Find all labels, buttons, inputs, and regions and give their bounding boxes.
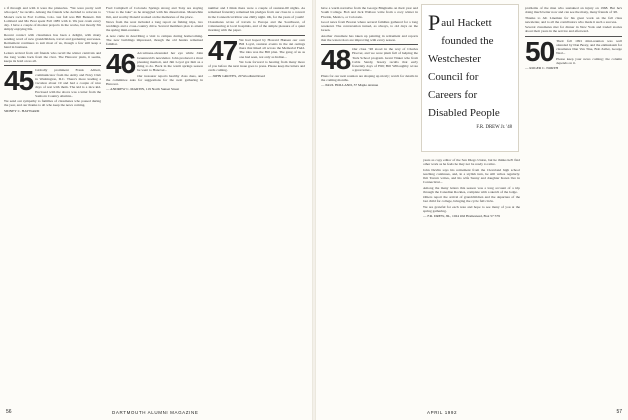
right-column-2: years as copy editor of the San Diego Union, but he thinks he'll find other work as he feels he may not be ready to retire. John Devlin says his retirement from the Cleveland high school teaching continues, and, in a stylish turn, he still writes regularly. Jim Tavern writes, and his wife Sunny and daughter Karen live in Connecticut... Among the many letters this season was a long account of a trip through the Canadian Rockies, complete with a sketch of the lodge. Others report the arrival of grandchildren and the departure of the last child for college, bringing the cycle full circle. We are grateful for each note and hope to see many of you at the spring gathering. — F.R. DREW, JR., 1024 Old Homestead, Box 57 579	[423, 158, 520, 218]
class-notes-body: John Devlin says his retirement from the Cleveland high school teaching continues, and, in a stylish turn, he still writes regularly. Jim Tavern writes, and his wife Sunny and daughter Karen live in Connecticut...	[423, 167, 520, 185]
byline: — JOHN GROVES, 20 Woodland Road	[208, 73, 265, 78]
byline: SIDNEY C. HAYWARD	[4, 108, 40, 113]
class-number: 45	[4, 65, 34, 97]
left-page	[0, 0, 311, 420]
right-column-3: problems of the man who sustained an injury on 1968. But he's doing much better now and can see the many, many friends of '48. Thanks to Jeb Lineman for his great work on the fall class newsletter, and to all the contributors who made it such a success. Several classmates met for dinner in New York and traded stories about their years in the service and afterward. 50 Their fall 1991 mini-reunion was well attended by Dan Beaty, and the enthusiasm for classmates Dan Van Tine, Bob Zeller, George Neal... Please keep your news coming; the column depends on it. — ROGER C. NORTH	[525, 6, 622, 70]
class-notes-body: Their fall 1991 mini-reunion was well attended by Dan Beaty, and the enthusiasm for classmates Dan Van Tine, Bob Zeller, George Neal...	[556, 38, 622, 56]
class-notes-body: Globally prominent Frank Abbott, communicator from the Army and Navy Club in Washington, D.C. There's more leading a vacation about 19 and had a couple of nice days of rest with them. The kid is a nice kid. Enclosed with the above was a letter from the Sanborn Country Alumni...	[35, 68, 101, 98]
pull-quote	[421, 4, 519, 152]
byline: — PAUL HOLLAND, 37 Maple Avenue	[321, 83, 379, 87]
pull-quote-attribution: F.R. DREW Jr. '48	[476, 125, 512, 130]
page-number: 56	[6, 409, 12, 415]
column-intro: years as copy editor of the San Diego Union, but he thinks he'll find other work as he feels he may not be ready to retire.	[423, 158, 520, 167]
gutter	[312, 0, 316, 420]
column-intro: number and I think there were a couple of reunion-60 nights. As remained fraternity remained his pledges from our class in a concert in the Connecticut River one chilly night. Oh, for the years of youth!	[208, 6, 305, 19]
magazine-footer: APRIL 1992	[427, 410, 458, 415]
class-number: 47	[208, 34, 238, 66]
class-number: 46	[106, 48, 136, 80]
right-column-1: have a warm narrative from the George Binghams on their year and South College. Bob and Jack Wallace write from a cozy winter in Florida, Mexico, or Colorado. Good news from Boston where several families gathered for a long weekend. The conversation turned, as always, to old days on the Green. Another classmate has taken up painting in retirement and reports that the watercolors are improving with every season. 48 Our class "48 stood in the way of Charles Hoover, and we were plum full of helping the Tuck School program. Grant Tinker who from Cable Sandy, breezy recalls that early fraternity days of Hill; Bill Willoughby wrote a great letter... Plans for our next reunion are shaping up nicely; watch for details in the coming months. — PAUL HOLLAND, 37 Maple Avenue	[321, 6, 418, 87]
right-page	[317, 0, 628, 420]
left-column-2: Fred Campbell of Colorado Springs strong and Tony are staying "close to the lake" as he struggled with his dissertation. Meanwhile Jim, and worthy Donald worked on the memories of the place. News from the west included a long report on fishing trips, two weddings and a cross-country drive. Several members plan to attend the spring mini-reunion. A note came in describing a visit to campus during homecoming. The new buildings impressed, though the old haunts remained familiar. 46 Ad-witness-abounded her eye while John Gruenwald's newsletter. John produced a most pleasing memoir, and Jim Loyal got him as a thing to do. Back in the warm springs season he went to Hanover... Our treasurer reports healthy class dues, and the committee asks for suggestions for the next gathering in Hanover. — ANDREW C. MARTIN, 119 North Sunset Street	[106, 6, 203, 92]
left-column-1: s if through and with it were the pinnacles. "We were pretty well whooped," he recalls. Among the friends who decided to relocate to Mona's rock in Fort Collins, Colo. last fall was Bill Bennett. Jim Lombard and Mo Bost spent Fall 1985 with it. We just crash every day. I have a couple of modest projects in the works, but mostly I'm simply enjoying life. Recent contact with classmates has been a delight, with many sending word of new grandchildren, travel and gardening successes. Retirement continues to suit most of us, though a few still keep a hand in business. Letters arrived from old friends who recall the winter carnivals and the long walks back from the river. The Hanover plain, it seems, keeps its hold on us all. 45 Globally prominent Frank Abbott, communicator from the Army and Navy Club in Washington, D.C. There's more leading a vacation about 19 and had a couple of nice days of rest with them. The kid is a nice kid. Enclosed with the above was a letter from the Sanborn Country Alumni... We send our sympathy to families of classmates who passed during the year, and our thanks to all who keep the news coming. SIDNEY C. HAYWARD	[4, 6, 101, 113]
pull-quote-initial: P	[428, 10, 441, 35]
byline: — ANDREW C. MARTIN, 119 North Sunset Street	[106, 87, 180, 92]
left-column-3: number and I think there were a couple of reunion-60 nights. As remained fraternity remained his pledges from our class in a concert in the Connecticut River one chilly night. Oh, for the years of youth! Classmates wrote of travels to Europe and the Southwest, of volunteering at local hospitals, and of the simple pleasure of a quiet morning with the paper. 47 We had hoped by Howard Hansen our own Bill Loyal, reunion events in the ski outings there that hiked all across the Memorial Field. The idea was the Bill plan. The gang of us as one had seen, not only as Indian... We look forward to hearing from many more of you before the next issue goes to press. Please keep the letters and cards coming. — JOHN GROVES, 20 Woodland Road	[208, 6, 305, 78]
class-number: 48	[321, 44, 351, 75]
column-intro: s if through and with it were the pinnacles. "We were pretty well whooped," he recalls. Among the friends who decided to relocate to Mona's rock in Fort Collins, Colo. last fall was Bill Bennett. Jim Lombard and Mo Bost spent Fall 1985 with it. We just crash every day. I have a couple of modest projects in the works, but mostly I'm simply enjoying life.	[4, 6, 101, 32]
class-notes-body: Our class "48 stood in the way of Charles Hoover, and we were plum full of helping the Tuck School program. Grant Tinker who from Cable Sandy, breezy recalls that early fraternity days of Hill; Bill Willoughby wrote a great letter...	[352, 47, 418, 73]
byline: — ROGER C. NORTH	[525, 66, 559, 70]
column-intro: Fred Campbell of Colorado Springs strong and Tony are staying "close to the lake" as he struggled with his dissertation. Meanwhile Jim, and worthy Donald worked on the memories of the place.	[106, 6, 203, 19]
class-notes-body: We had hoped by Howard Hansen our own Bill Loyal, reunion events in the ski outings there that hiked all across the Memorial Field. The idea was the Bill plan. The gang of us as one had seen, not only as Indian...	[239, 37, 305, 59]
magazine-footer: DARTMOUTH ALUMNI MAGAZINE	[112, 410, 199, 415]
class-number: 50	[525, 35, 555, 67]
column-intro: problems of the man who sustained an injury on 1968. But he's doing much better now and can see the many, many friends of '48.	[525, 6, 622, 15]
pull-quote-text: aul Hackett founded the Westchester Council for Careers for Disabled People	[428, 17, 500, 119]
class-notes-body: Ad-witness-abounded her eye while John Gruenwald's newsletter. John produced a most pleasing memoir, and Jim Loyal got him as a thing to do. Back in the warm springs season he went to Hanover...	[137, 51, 203, 73]
column-intro: have a warm narrative from the George Binghams on their year and South College. Bob and Jack Wallace write from a cozy winter in Florida, Mexico, or Colorado.	[321, 6, 418, 19]
page-number: 57	[616, 409, 622, 415]
byline: — F.R. DREW, JR., 1024 Old Homestead, Box 57 579	[423, 214, 500, 218]
